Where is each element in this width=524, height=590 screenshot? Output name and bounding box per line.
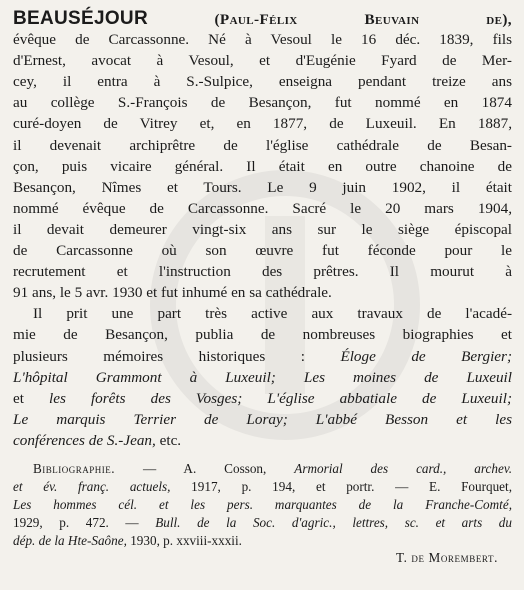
entry-line: nommé évêque de Carcassonne. Sacré le 20 mars 1904, — [13, 199, 512, 217]
entry-line: d'Ernest, avocat à Vesoul, et d'Eugénie Fyard de Mer- — [13, 52, 512, 70]
bib-title: Les hommes cél. et les pers. marquantes de la Franche-Comté, — [13, 496, 512, 512]
entry-line — [13, 430, 512, 451]
entry-line — [13, 367, 512, 388]
bib-title: Bull. de la Soc. d'agric., lettres, sc. et arts du — [155, 514, 512, 530]
entry-line: de Carcassonne où son œuvre fut féconde pour le — [13, 242, 512, 260]
bib-title: dép. de la Hte-Saône, — [13, 532, 127, 548]
work-title: Le marquis Terrier de Loray; L'abbé Besson et les — [13, 410, 512, 428]
entry-text: et — [13, 389, 50, 407]
entry-text: etc. — [155, 431, 182, 449]
entry-line: 91 ans, le 5 avr. 1930 et fut inhumé en sa cathédrale. — [13, 284, 332, 302]
entry-line: il devait demeurer vingt-six ans sur le siège épiscopal — [13, 220, 512, 238]
entry-line: il devenait archiprêtre de l'église cathédrale de Besan- — [13, 136, 512, 154]
bibliography-line — [13, 496, 512, 514]
entry-line: Besançon, Nîmes et Tours. Le 9 juin 1902, il était — [13, 178, 512, 196]
bib-text: 1917, p. 194, et portr. — E. Fourquet, — [170, 478, 512, 494]
entry-line: évêque de Carcassonne. Né à Vesoul le 16 déc. 1839, fils — [13, 31, 512, 49]
bibliography-label: Bibliographie. — [33, 460, 116, 476]
entry-line — [13, 346, 512, 367]
bibliography-line — [13, 532, 512, 550]
work-title: L'hôpital Grammont à Luxeuil; Les moines de Luxeuil — [13, 368, 512, 386]
bibliography — [13, 460, 512, 549]
work-title: conférences de S.-Jean, — [13, 431, 156, 449]
bib-text: 1929, p. 472. — — [13, 514, 156, 530]
entry-line: au collège S.-François de Besançon, fut nommé en 1874 — [13, 94, 512, 112]
entry-line — [13, 409, 512, 430]
work-title: Éloge de Bergier; — [340, 347, 512, 365]
bib-text: — A. Cosson, — [115, 460, 295, 476]
bibliography-line — [13, 460, 512, 478]
entry-line: mie de Besançon, publia de nombreuses biographies et — [13, 326, 512, 344]
entry-text: plusieurs mémoires historiques : — [13, 347, 341, 365]
entry-line: curé-doyen de Vitrey et, en 1877, de Luxeuil. En 1887, — [13, 115, 512, 133]
bib-text: 1930, p. xxviii-xxxii. — [126, 532, 242, 548]
author-signature: T. de Morembert. — [395, 550, 498, 566]
entry-line: cey, il entra à S.-Sulpice, enseigna pendant treize ans — [13, 73, 512, 91]
bib-title: et év. franç. actuels, — [13, 478, 171, 494]
entry-line: recrutement et l'instruction des prêtres. Il mourut à — [13, 263, 512, 281]
headword: BEAUSÉJOUR — [13, 8, 148, 29]
entry-line: çon, puis vicaire général. Il était en outre chanoine de — [13, 157, 512, 175]
bibliography-line — [13, 514, 512, 532]
entry-line — [13, 8, 512, 29]
name-parenthetical: (Paul-Félix Beuvain de), — [214, 11, 513, 28]
entry-line: Il prit une part très active aux travaux de l'acadé- — [33, 305, 512, 323]
bib-title: Armorial des card., archev. — [294, 460, 512, 476]
entry-body — [13, 8, 512, 451]
entry-line — [13, 388, 512, 409]
bibliography-line — [13, 478, 512, 496]
work-title: les forêts des Vosges; L'église abbatiale de Luxeuil; — [49, 389, 513, 407]
